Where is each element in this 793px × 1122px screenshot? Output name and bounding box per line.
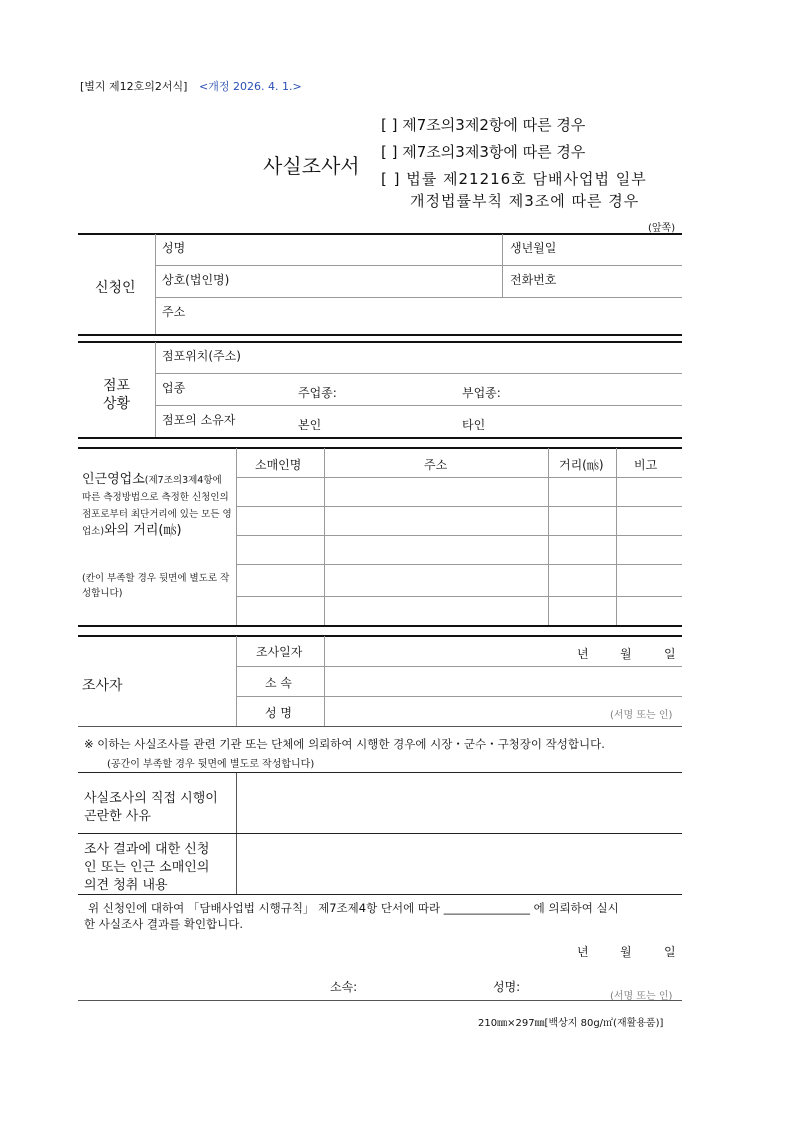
document-title: 사실조사서	[263, 154, 360, 178]
confirmation-text: 위 신청인에 대하여 「담배사업법 시행규칙」 제7조제4항 단서에 따라 _______________ 에 의뢰하여 실시	[88, 901, 619, 915]
rule	[78, 233, 682, 235]
owner-other-option[interactable]: 타인	[462, 418, 486, 432]
store-section-label: 점포	[103, 378, 131, 394]
survey-date-month: 월	[620, 647, 632, 661]
page-side-label: (앞쪽)	[648, 223, 676, 234]
revision-date: <개정 2026. 4. 1.>	[199, 80, 302, 93]
survey-date-year: 년	[577, 647, 589, 661]
affiliation-label: 소 속	[265, 676, 292, 690]
checkbox-art7-3-2[interactable]: [ ] 제7조의3제2항에 따른 경우	[381, 116, 586, 134]
phone-field[interactable]: 전화번호	[510, 273, 557, 287]
confirm-date-day: 일	[664, 945, 676, 959]
nearby-stores-label: 인근영업소(제7조의3제4항에 따른 측정방법으로 측정한 신청인의 점포로부터 최단거리에 있는 모든 영업소)와의 거리(㎧)	[82, 472, 232, 538]
store-section-label-2: 상황	[103, 396, 131, 412]
applicant-section-label: 신청인	[95, 280, 136, 296]
col-remarks: 비고	[634, 458, 658, 472]
check-label: 제7조의3제2항에 따른 경우	[402, 116, 586, 134]
store-location-field[interactable]: 점포위치(주소)	[162, 349, 241, 363]
nearby-note: (칸이 부족할 경우 뒷면에 별도로 작성합니다)	[82, 573, 230, 599]
confirm-date-year: 년	[577, 945, 589, 959]
paper-spec: 210㎜×297㎜[백상지 80g/㎡(재활용품)]	[478, 1018, 664, 1029]
signature-hint: (서명 또는 인)	[610, 710, 673, 721]
check-label-cont: 개정법률부칙 제3조에 따른 경우	[410, 192, 640, 210]
confirmation-text-2: 한 사실조사 결과를 확인합니다.	[84, 917, 244, 931]
form-number: [별지 제12호의2서식]	[80, 80, 188, 93]
confirm-name-label: 성명:	[493, 980, 521, 994]
survey-date-day: 일	[664, 647, 676, 661]
owner-self-option[interactable]: 본인	[298, 418, 322, 432]
confirm-signature-hint: (서명 또는 인)	[610, 991, 673, 1002]
check-label: 법률 제21216호 담배사업법 일부	[406, 170, 647, 188]
dob-field[interactable]: 생년월일	[510, 241, 557, 255]
col-distance: 거리(㎧)	[559, 458, 604, 472]
investigator-name-label: 성 명	[265, 706, 292, 720]
col-retailer-name: 소매인명	[255, 458, 302, 472]
main-business-field[interactable]: 주업종:	[298, 386, 337, 400]
reason-label-2: 곤란한 사유	[84, 809, 151, 824]
investigator-section-label: 조사자	[82, 678, 123, 694]
name-field[interactable]: 성명	[162, 241, 186, 255]
checkbox-art7-3-3[interactable]: [ ] 제7조의3제3항에 따른 경우	[381, 143, 586, 161]
business-label: 업종	[162, 381, 186, 395]
opinion-label: 조사 결과에 대한 신청	[84, 842, 210, 857]
survey-date-label: 조사일자	[256, 645, 303, 659]
notice-text: ※ 이하는 사실조사를 관련 기관 또는 단체에 의뢰하여 시행한 경우에 시장・군수・구청장이 작성합니다.	[84, 737, 605, 751]
sub-business-field[interactable]: 부업종:	[462, 386, 501, 400]
col-address: 주소	[424, 458, 448, 472]
company-field[interactable]: 상호(법인명)	[162, 273, 230, 287]
confirm-date-month: 월	[620, 945, 632, 959]
checkbox-law-21216[interactable]: [ ] 법률 제21216호 담배사업법 일부	[381, 170, 647, 188]
owner-label: 점포의 소유자	[162, 413, 236, 427]
opinion-label-2: 인 또는 인근 소매인의	[84, 860, 210, 875]
address-field[interactable]: 주소	[162, 305, 186, 319]
confirm-org-label: 소속:	[330, 980, 358, 994]
check-label: 제7조의3제3항에 따른 경우	[402, 143, 586, 161]
reason-label: 사실조사의 직접 시행이	[84, 791, 218, 806]
notice-subtext: (공간이 부족할 경우 뒷면에 별도로 작성합니다)	[107, 759, 315, 770]
opinion-label-3: 의견 청취 내용	[84, 878, 168, 893]
